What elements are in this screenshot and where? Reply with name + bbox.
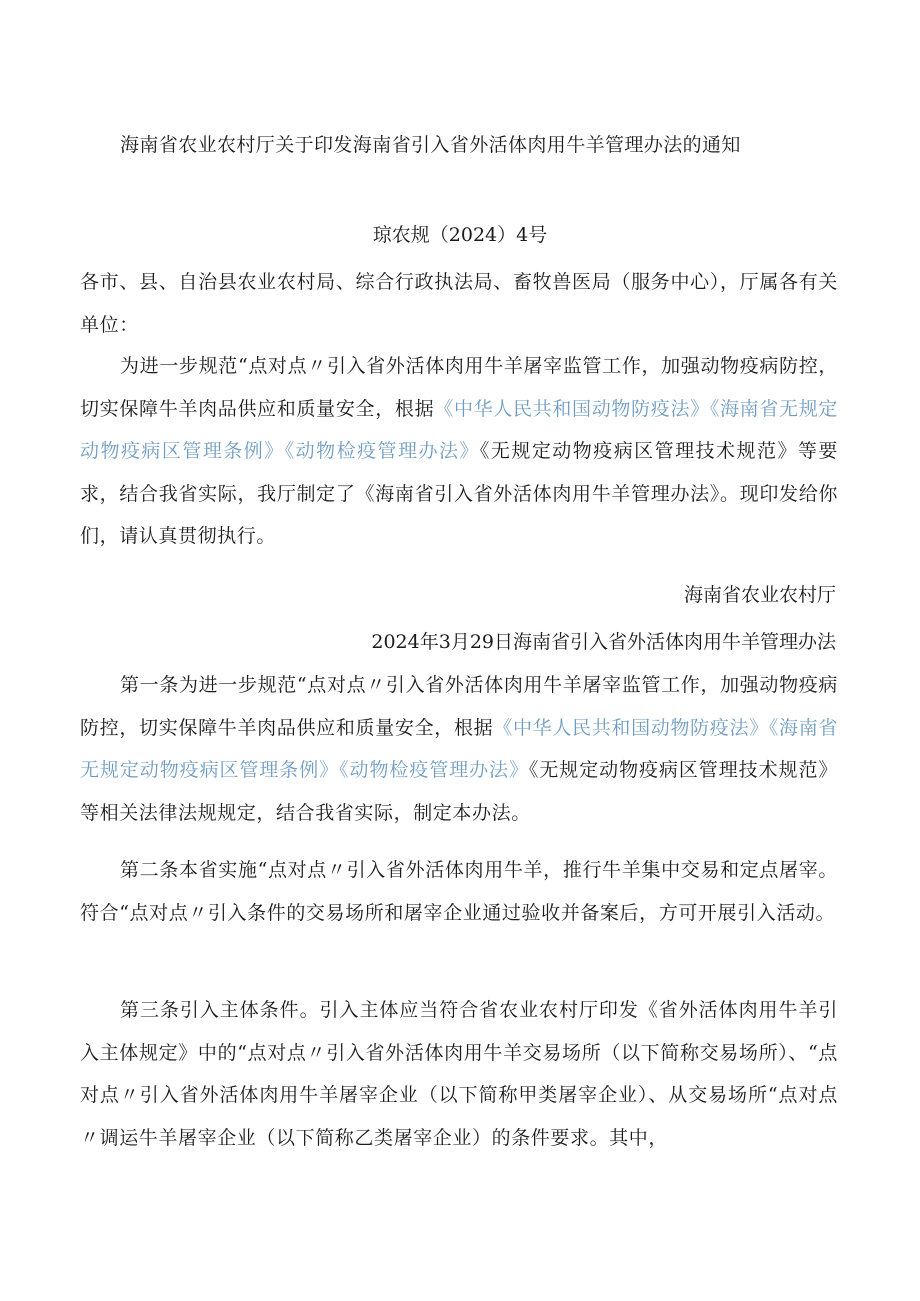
notice-body-text-2: 《无规定动物疫病区管理技术规范》等要求，结合我省实际，我厅制定了《海南省引入省外活体肉用牛羊管理办法》。现印发给你们，请认真贯彻执行。 [80, 440, 838, 547]
article-1-text-1: 第一条为进一步规范“点对点〃引入省外活体肉用牛羊屠宰监管工作，加强动物疫病防控，切实保障牛羊肉品供应和质量安全，根据 [80, 674, 838, 739]
issuer: 海南省农业农村厅 [683, 584, 836, 606]
article-1 [80, 664, 838, 834]
law-link-animal-epidemic-prevention[interactable]: 《中华人民共和国动物防疫法》 [434, 397, 710, 420]
article-2: 第二条本省实施“点对点〃引入省外活体肉用牛羊，推行牛羊集中交易和定点屠宰。符合“点对点〃引入条件的交易场所和屠宰企业通过验收并备案后，方可开展引入活动。 [80, 859, 838, 924]
document-number: 琼农规（2024）4号 [372, 224, 548, 246]
notice-title: 海南省农业农村厅关于印发海南省引入省外活体肉用牛羊管理办法的通知 [120, 134, 741, 156]
date-and-measures-title: 2024年3月29日海南省引入省外活体肉用牛羊管理办法 [371, 631, 836, 653]
notice-body-paragraph [80, 345, 838, 558]
article-1-law-link-animal-epidemic-prevention[interactable]: 《中华人民共和国动物防疫法》 [493, 716, 769, 739]
law-link-animal-quarantine[interactable]: 《动物检疫管理办法》 [284, 440, 480, 462]
addressee: 各市、县、自治县农业农村局、综合行政执法局、畜牧兽医局（服务中心），厅属各有关单位： [80, 271, 838, 336]
article-3: 第三条引入主体条件。引入主体应当符合省农业农村厅印发《省外活体肉用牛羊引入主体规定》中的“点对点〃引入省外活体肉用牛羊交易场所（以下简称交易场所）、“点对点〃引入省外活体肉用牛羊屠宰企业（以下简称甲类屠宰企业）、从交易场所“点对点〃调运牛羊屠宰企业（以下简称乙类屠宰企业）的条件要求。其中， [80, 999, 838, 1149]
notice-body-text-1: 为进一步规范“点对点〃引入省外活体肉用牛羊屠宰监管工作，加强动物疫病防控，切实保障牛羊肉品供应和质量安全，根据 [80, 355, 838, 420]
law-link-hainan-disease-free-zone[interactable]: 《海南省无规定动物疫病区管理条例》 [80, 397, 838, 462]
article-1-law-link-hainan-disease-free-zone[interactable]: 《海南省无规定动物疫病区管理条例》 [80, 716, 839, 781]
article-1-law-link-animal-quarantine[interactable]: 《动物检疫管理办法》 [339, 759, 529, 781]
article-1-text-2: 《无规定动物疫病区管理技术规范》等相关法律法规规定，结合我省实际，制定本办法。 [80, 759, 838, 824]
